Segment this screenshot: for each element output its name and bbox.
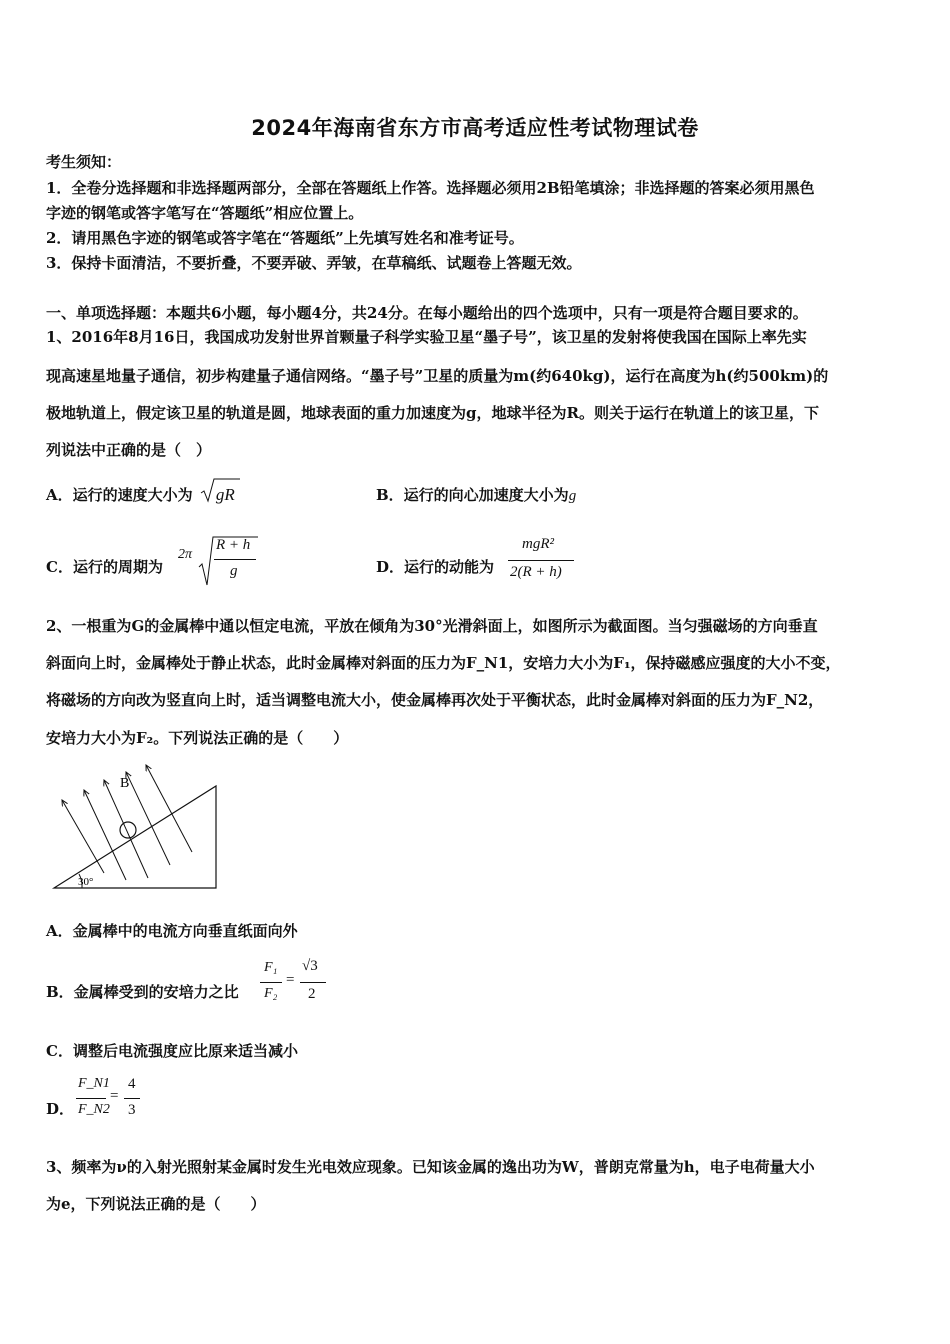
q1-option-a-formula — [200, 485, 235, 505]
field-line-3 — [104, 780, 148, 878]
q2-incline-figure — [46, 760, 226, 895]
angle-label: 30° — [78, 876, 94, 888]
q2-option-d-denominator: F_N2 — [78, 1102, 110, 1117]
notice-item-3: 3．保持卡面清洁，不要折叠，不要弄破、弄皱，在草稿纸、试题卷上答题无效。 — [46, 254, 582, 272]
q1-line-2: 现高速星地量子通信，初步构建量子通信网络。“墨子号”卫星的质量为m(约640kg)，运行在高度为h(约500km)的 — [46, 367, 829, 385]
fraction-bar — [124, 1098, 140, 1099]
q1-option-d-text: D．运行的动能为 — [376, 558, 495, 576]
q1-option-b-text: B．运行的向心加速度大小为 — [376, 486, 569, 504]
notice-heading: 考生须知： — [46, 153, 122, 171]
q2-option-b-rhs-numerator: √3 — [302, 958, 318, 974]
q2-option-a: A．金属棒中的电流方向垂直纸面向外 — [46, 922, 298, 940]
fraction-bar — [260, 982, 282, 983]
q2-option-b-numerator: F₁ — [264, 960, 278, 975]
q1-option-c-text: C．运行的周期为 — [46, 558, 163, 576]
q2-option-d-equals: = — [110, 1088, 119, 1104]
metal-rod — [120, 822, 136, 838]
field-line-5 — [146, 765, 192, 852]
q2-line-3: 将磁场的方向改为竖直向上时，适当调整电流大小，使金属棒再次处于平衡状态，此时金属棒对斜面的压力为F_N2， — [46, 691, 824, 709]
q3-line-1: 3、频率为ν的入射光照射某金属时发生光电效应现象。已知该金属的逸出功为W，普朗克常量为h，电子电荷量大小 — [46, 1158, 815, 1176]
field-line-1 — [62, 800, 104, 873]
q2-line-4: 安培力大小为F₂。下列说法正确的是（ ） — [46, 729, 349, 747]
q3-line-2: 为e，下列说法正确的是（ ） — [46, 1195, 266, 1213]
q2-option-b — [46, 981, 239, 1002]
q2-option-d-rhs-numerator: 4 — [128, 1076, 136, 1092]
q2-line-2: 斜面向上时，金属棒处于静止状态，此时金属棒对斜面的压力为F_N1，安培力大小为F₁，保持磁感应强度的大小不变， — [46, 654, 841, 672]
q1-line-3: 极地轨道上，假定该卫星的轨道是圆，地球表面的重力加速度为g，地球半径为R。则关于运行在轨道上的该卫星，下 — [46, 404, 819, 422]
sqrt-sign-icon — [200, 477, 240, 503]
q1-option-b-math: g — [568, 488, 577, 504]
q2-option-b-equals: = — [286, 972, 295, 988]
incline-triangle — [54, 786, 216, 888]
q2-option-d — [46, 1098, 74, 1119]
notice-item-2: 2．请用黑色字迹的钢笔或答字笔在“答题纸”上先填写姓名和准考证号。 — [46, 229, 524, 247]
section-heading: 一、单项选择题：本题共6小题，每小题4分，共24分。在每小题给出的四个选项中，只有一项是符合题目要求的。 — [46, 304, 808, 322]
q1-option-a-math: gR — [215, 485, 235, 504]
q1-line-1: 1、2016年8月16日，我国成功发射世界首颗量子科学实验卫星“墨子号”，该卫星的发射将使我国在国际上率先实 — [46, 328, 807, 346]
q1-option-c-numerator: R + h — [216, 537, 251, 553]
q2-option-b-denominator: F₂ — [264, 986, 278, 1001]
q2-option-b-text: B．金属棒受到的安培力之比 — [46, 983, 239, 1001]
q1-option-c — [46, 556, 163, 577]
field-line-2 — [84, 790, 126, 880]
field-label-b: B — [120, 776, 130, 791]
q1-option-d-numerator: mgR² — [522, 536, 554, 552]
q1-option-a-text: A．运行的速度大小为 — [46, 486, 193, 504]
q1-option-c-denominator: g — [230, 563, 238, 579]
q1-option-d — [376, 556, 494, 577]
q2-option-d-rhs-denominator: 3 — [128, 1102, 136, 1118]
q2-option-d-text: D． — [46, 1100, 75, 1118]
fraction-bar — [76, 1098, 106, 1099]
q2-line-1: 2、一根重为G的金属棒中通以恒定电流，平放在倾角为30°光滑斜面上，如图所示为截面图。当匀强磁场的方向垂直 — [46, 617, 818, 635]
q1-option-b — [376, 484, 576, 505]
fraction-bar — [508, 560, 574, 561]
q2-option-b-rhs-denominator: 2 — [308, 986, 316, 1002]
q2-option-d-numerator: F_N1 — [78, 1076, 110, 1091]
q1-option-d-denominator: 2(R + h) — [510, 564, 562, 580]
page-title: 2024年海南省东方市高考适应性考试物理试卷 — [251, 116, 699, 140]
q1-option-c-prefix: 2π — [178, 547, 193, 562]
q1-line-4: 列说法中正确的是（ ） — [46, 441, 212, 459]
notice-item-1: 1．全卷分选择题和非选择题两部分，全部在答题纸上作答。选择题必须用2B铅笔填涂；非选择题的答案必须用黑色 — [46, 179, 815, 197]
notice-item-1-cont: 字迹的钢笔或答字笔写在“答题纸”相应位置上。 — [46, 204, 364, 222]
fraction-bar — [214, 559, 256, 560]
q2-option-c: C．调整后电流强度应比原来适当减小 — [46, 1042, 298, 1060]
fraction-bar — [300, 982, 326, 983]
q1-option-a — [46, 484, 235, 505]
